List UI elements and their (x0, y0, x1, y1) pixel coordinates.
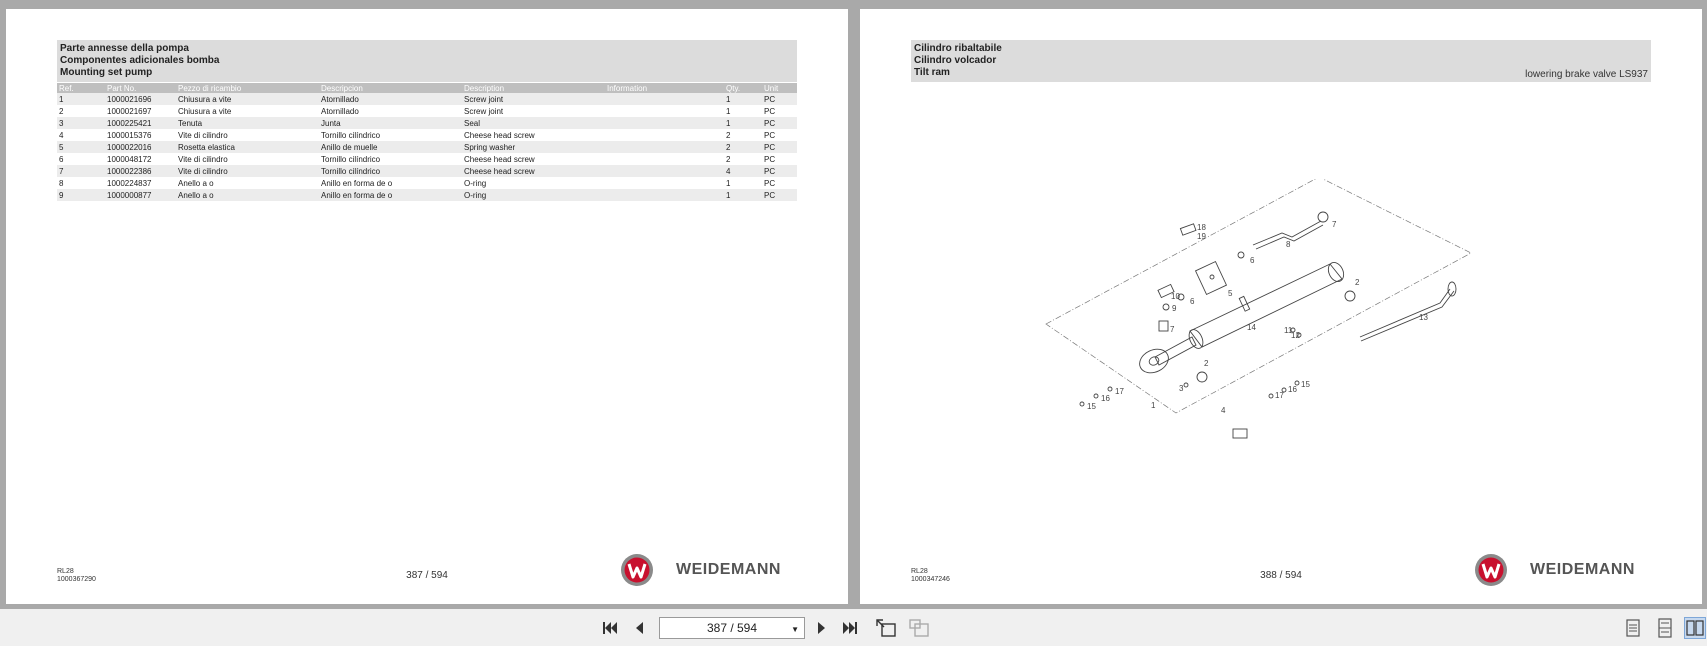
callout-label: 3 (1179, 384, 1184, 393)
single-page-view-button[interactable] (1622, 617, 1644, 639)
cell-description: O-ring (462, 189, 605, 201)
cell-part-no: 1000000877 (105, 189, 176, 201)
col-descripcion: Descripcion (319, 83, 462, 93)
callout-label: 4 (1221, 406, 1226, 415)
cell-part-no: 1000021697 (105, 105, 176, 117)
cell-pezzo: Anello a o (176, 177, 319, 189)
cell-description: Spring washer (462, 141, 605, 153)
callout-label: 7 (1170, 325, 1175, 334)
cell-qty: 1 (724, 105, 762, 117)
cell-qty: 1 (724, 93, 762, 105)
cell-information (605, 93, 724, 105)
piston-rod (1155, 337, 1196, 365)
fitting-6b (1238, 252, 1244, 258)
section-header (57, 40, 797, 82)
single-page-icon (1625, 618, 1641, 638)
cell-descripcion: Atornillado (319, 105, 462, 117)
callout-label: 18 (1197, 223, 1206, 232)
assembly-boundary (1046, 179, 1471, 413)
cell-description: Cheese head screw (462, 129, 605, 141)
first-page-button[interactable] (599, 617, 621, 639)
header-title-it: Cilindro ribaltabile (914, 43, 1002, 54)
col-ref: Ref. (57, 83, 105, 93)
table-row (57, 141, 797, 153)
long-pin-edge (1361, 291, 1454, 341)
callout-label: 8 (1286, 240, 1291, 249)
first-page-icon (601, 620, 619, 636)
fitting-18 (1180, 224, 1196, 235)
two-page-view-button[interactable] (1684, 617, 1706, 639)
cell-qty: 1 (724, 177, 762, 189)
cell-description: Screw joint (462, 105, 605, 117)
cell-description: Cheese head screw (462, 153, 605, 165)
washer-16 (1094, 394, 1098, 398)
cell-pezzo: Chiusura a vite (176, 93, 319, 105)
label-plate-4 (1233, 429, 1247, 438)
footer-model: RL28 (911, 568, 928, 575)
cell-description: Cheese head screw (462, 165, 605, 177)
cell-part-no: 1000048172 (105, 153, 176, 165)
callout-label: 12 (1291, 331, 1300, 340)
callout-label: 10 (1171, 292, 1180, 301)
cell-ref: 3 (57, 117, 105, 129)
header-title-es: Componentes adicionales bomba (60, 55, 220, 66)
pipe-fitting (1318, 212, 1328, 222)
cell-unit: PC (762, 141, 797, 153)
valve-port (1210, 275, 1214, 279)
cell-part-no: 1000015376 (105, 129, 176, 141)
cell-unit: PC (762, 117, 797, 129)
bushing-2b (1197, 372, 1207, 382)
footer-brand-name: WEIDEMANN (676, 561, 781, 578)
cell-information (605, 177, 724, 189)
table-row (57, 117, 797, 129)
col-description: Description (462, 83, 605, 93)
footer-brand-name: WEIDEMANN (1530, 561, 1635, 578)
cell-information (605, 129, 724, 141)
cell-descripcion: Anillo en forma de o (319, 189, 462, 201)
fit-width-button[interactable] (907, 617, 931, 639)
cell-qty: 2 (724, 141, 762, 153)
nut-15 (1080, 402, 1084, 406)
cell-descripcion: Atornillado (319, 93, 462, 105)
table-row (57, 93, 797, 105)
last-page-icon (841, 620, 859, 636)
callout-label: 17 (1275, 391, 1284, 400)
bracket-14 (1239, 296, 1249, 311)
exploded-parts-diagram (1040, 179, 1480, 459)
bushing-7 (1159, 321, 1168, 331)
cell-part-no: 1000022386 (105, 165, 176, 177)
cell-unit: PC (762, 165, 797, 177)
cell-description: O-ring (462, 177, 605, 189)
header-title-it: Parte annesse della pompa (60, 43, 189, 54)
cell-information (605, 141, 724, 153)
cell-unit: PC (762, 93, 797, 105)
cell-part-no: 1000021696 (105, 93, 176, 105)
cell-ref: 4 (57, 129, 105, 141)
weidemann-logo-icon (1474, 553, 1508, 587)
cell-pezzo: Chiusura a vite (176, 105, 319, 117)
callout-label: 15 (1087, 402, 1096, 411)
document-page-left (6, 9, 848, 604)
col-unit: Unit (762, 83, 797, 93)
valve-block (1196, 262, 1227, 295)
cell-ref: 7 (57, 165, 105, 177)
cell-ref: 1 (57, 93, 105, 105)
prev-page-icon (633, 620, 647, 636)
prev-page-button[interactable] (629, 617, 651, 639)
next-page-button[interactable] (810, 617, 832, 639)
header-note: lowering brake valve LS937 (1525, 69, 1648, 80)
chevron-down-icon[interactable]: ▼ (791, 625, 799, 634)
cell-information (605, 117, 724, 129)
table-header-row (57, 83, 797, 93)
footer-page-number: 387 / 594 (406, 570, 448, 581)
callout-label: 15 (1301, 380, 1310, 389)
bushing-2 (1345, 291, 1355, 301)
cell-pezzo: Vite di cilindro (176, 129, 319, 141)
cell-descripcion: Tornillo cilíndrico (319, 165, 462, 177)
parts-table (57, 83, 797, 201)
cylinder-tube (1190, 264, 1342, 347)
page-number-input[interactable] (659, 617, 805, 639)
cell-descripcion: Tornillo cilíndrico (319, 153, 462, 165)
callout-label: 2 (1204, 359, 1209, 368)
cell-qty: 2 (724, 129, 762, 141)
footer-page-number: 388 / 594 (1260, 570, 1302, 581)
header-title-en: Tilt ram (914, 67, 950, 78)
fitting-9 (1163, 304, 1169, 310)
footer-doc-no: 1000367290 (57, 576, 96, 583)
cell-information (605, 165, 724, 177)
fit-width-icon (908, 618, 930, 638)
cell-descripcion: Anillo en forma de o (319, 177, 462, 189)
cell-description: Seal (462, 117, 605, 129)
cell-unit: PC (762, 129, 797, 141)
last-page-button[interactable] (839, 617, 861, 639)
cell-ref: 8 (57, 177, 105, 189)
cell-pezzo: Rosetta elastica (176, 141, 319, 153)
cell-descripcion: Junta (319, 117, 462, 129)
callout-label: 13 (1419, 313, 1428, 322)
fit-page-icon (875, 618, 897, 638)
cell-qty: 1 (724, 117, 762, 129)
callout-label: 6 (1190, 297, 1195, 306)
callout-label: 6 (1250, 256, 1255, 265)
cell-descripcion: Anillo de muelle (319, 141, 462, 153)
cell-ref: 5 (57, 141, 105, 153)
cell-qty: 2 (724, 153, 762, 165)
cell-qty: 4 (724, 165, 762, 177)
table-row (57, 153, 797, 165)
callout-label: 17 (1115, 387, 1124, 396)
col-pezzo: Pezzo di ricambio (176, 83, 319, 93)
page-indicator: 387 / 594 (706, 621, 758, 635)
callout-label: 5 (1228, 289, 1233, 298)
table-row (57, 105, 797, 117)
col-qty: Qty. (724, 83, 762, 93)
col-information: Information (605, 83, 724, 93)
table-row (57, 177, 797, 189)
screw-3 (1184, 383, 1188, 387)
cell-part-no: 1000225421 (105, 117, 176, 129)
cell-pezzo: Tenuta (176, 117, 319, 129)
cell-pezzo: Vite di cilindro (176, 165, 319, 177)
cell-information (605, 153, 724, 165)
callout-label: 1 (1151, 401, 1156, 410)
cell-information (605, 189, 724, 201)
footer-doc-no: 1000347246 (911, 576, 950, 583)
cell-ref: 6 (57, 153, 105, 165)
washer-17b (1269, 394, 1273, 398)
two-page-icon (1686, 619, 1704, 637)
cell-ref: 2 (57, 105, 105, 117)
cell-qty: 1 (724, 189, 762, 201)
cell-pezzo: Vite di cilindro (176, 153, 319, 165)
col-part-no: Part No. (105, 83, 176, 93)
cell-description: Screw joint (462, 93, 605, 105)
rod-eye-bore (1148, 355, 1160, 366)
weidemann-logo-icon (620, 553, 654, 587)
fit-page-button[interactable] (874, 617, 898, 639)
cell-ref: 9 (57, 189, 105, 201)
callout-label: 16 (1101, 394, 1110, 403)
callout-label: 7 (1332, 220, 1337, 229)
header-title-en: Mounting set pump (60, 67, 153, 78)
cell-unit: PC (762, 105, 797, 117)
document-page-right (860, 9, 1702, 604)
continuous-view-button[interactable] (1654, 617, 1676, 639)
callout-label: 14 (1247, 323, 1256, 332)
section-header (911, 40, 1651, 82)
cell-descripcion: Tornillo cilíndrico (319, 129, 462, 141)
callout-label: 16 (1288, 385, 1297, 394)
callout-label: 19 (1197, 232, 1206, 241)
cell-unit: PC (762, 153, 797, 165)
next-page-icon (814, 620, 828, 636)
cell-unit: PC (762, 189, 797, 201)
header-title-es: Cilindro volcador (914, 55, 997, 66)
cell-unit: PC (762, 177, 797, 189)
continuous-page-icon (1657, 618, 1673, 638)
callout-label: 11 (1284, 326, 1293, 335)
cell-part-no: 1000224837 (105, 177, 176, 189)
table-row (57, 129, 797, 141)
callout-label: 2 (1355, 278, 1360, 287)
cell-pezzo: Anello a o (176, 189, 319, 201)
long-pin (1360, 289, 1450, 337)
table-row (57, 189, 797, 201)
washer-17 (1108, 387, 1112, 391)
callout-label: 9 (1172, 304, 1177, 313)
table-row (57, 165, 797, 177)
cell-information (605, 105, 724, 117)
viewer-toolbar (0, 609, 1707, 646)
footer-model: RL28 (57, 568, 74, 575)
cell-part-no: 1000022016 (105, 141, 176, 153)
